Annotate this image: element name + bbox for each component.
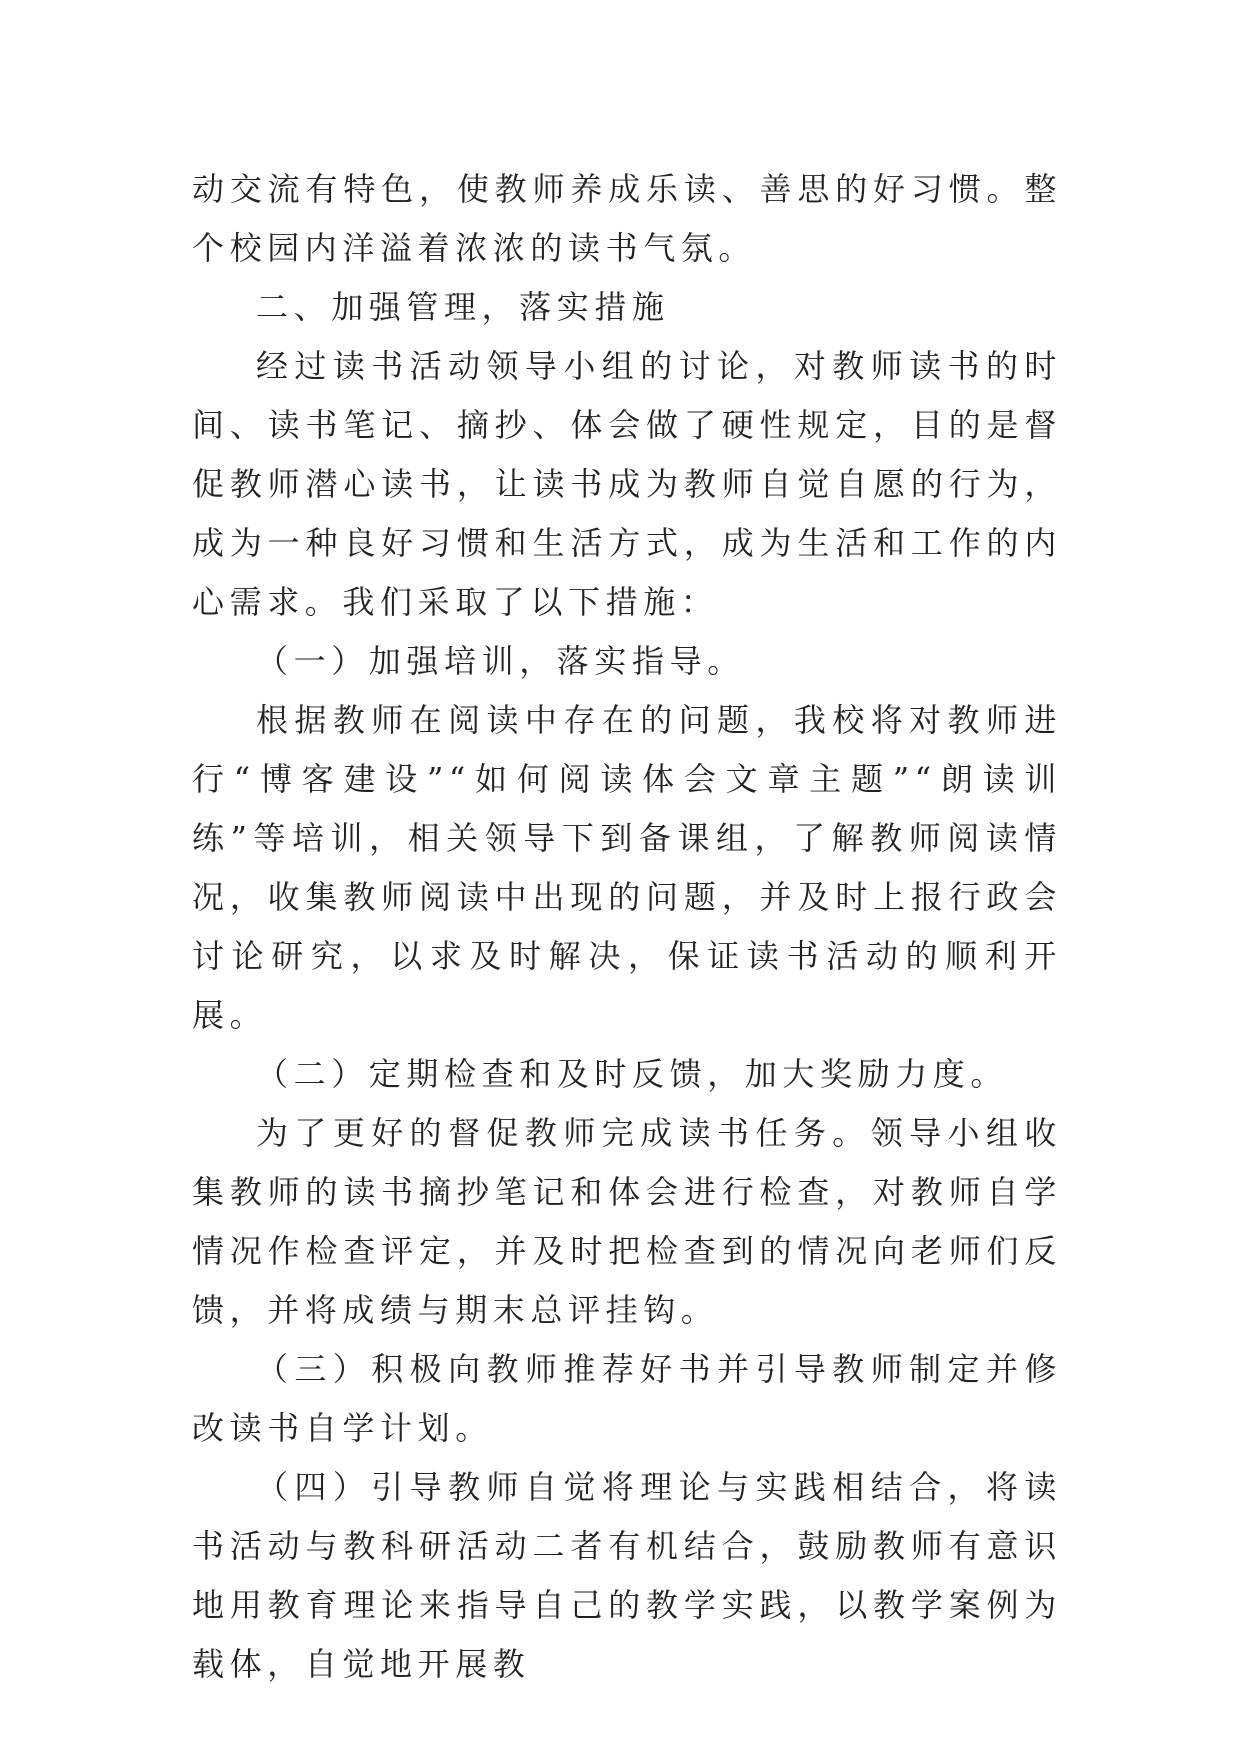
paragraph: 为了更好的督促教师完成读书任务。领导小组收集教师的读书摘抄笔记和体会进行检查，对教师自学情况作检查评定，并及时把检查到的情况向老师们反馈，并将成绩与期末总评挂钩。	[192, 1114, 1062, 1329]
subsection-heading: （二）定期检查和及时反馈，加大奖励力度。	[256, 1055, 1009, 1093]
paragraph-continuation: 动交流有特色，使教师养成乐读、善思的好习惯。整个校园内洋溢着浓浓的读书气氛。	[192, 170, 1062, 267]
document-body	[192, 160, 1062, 1694]
section-heading: 二、加强管理，落实措施	[256, 288, 670, 326]
paragraph: 经过读书活动领导小组的讨论，对教师读书的时间、读书笔记、摘抄、体会做了硬性规定，目的是督促教师潜心读书，让读书成为教师自觉自愿的行为，成为一种良好习惯和生活方式，成为生活和工作的内心需求。我们采取了以下措施：	[192, 347, 1062, 621]
paragraph: 根据教师在阅读中存在的问题，我校将对教师进行“博客建设”“如何阅读体会文章主题”“朗读训练”等培训，相关领导下到备课组，了解教师阅读情况，收集教师阅读中出现的问题，并及时上报行政会讨论研究，以求及时解决，保证读书活动的顺利开展。	[192, 701, 1062, 1034]
subsection-heading: （一）加强培训，落实指导。	[256, 642, 745, 680]
subsection-heading: （四）引导教师自觉将理论与实践相结合，将读书活动与教科研活动二者有机结合，鼓励教师有意识地用教育理论来指导自己的教学实践，以教学案例为载体，自觉地开展教	[192, 1468, 1062, 1683]
subsection-heading: （三）积极向教师推荐好书并引导教师制定并修改读书自学计划。	[192, 1350, 1062, 1447]
